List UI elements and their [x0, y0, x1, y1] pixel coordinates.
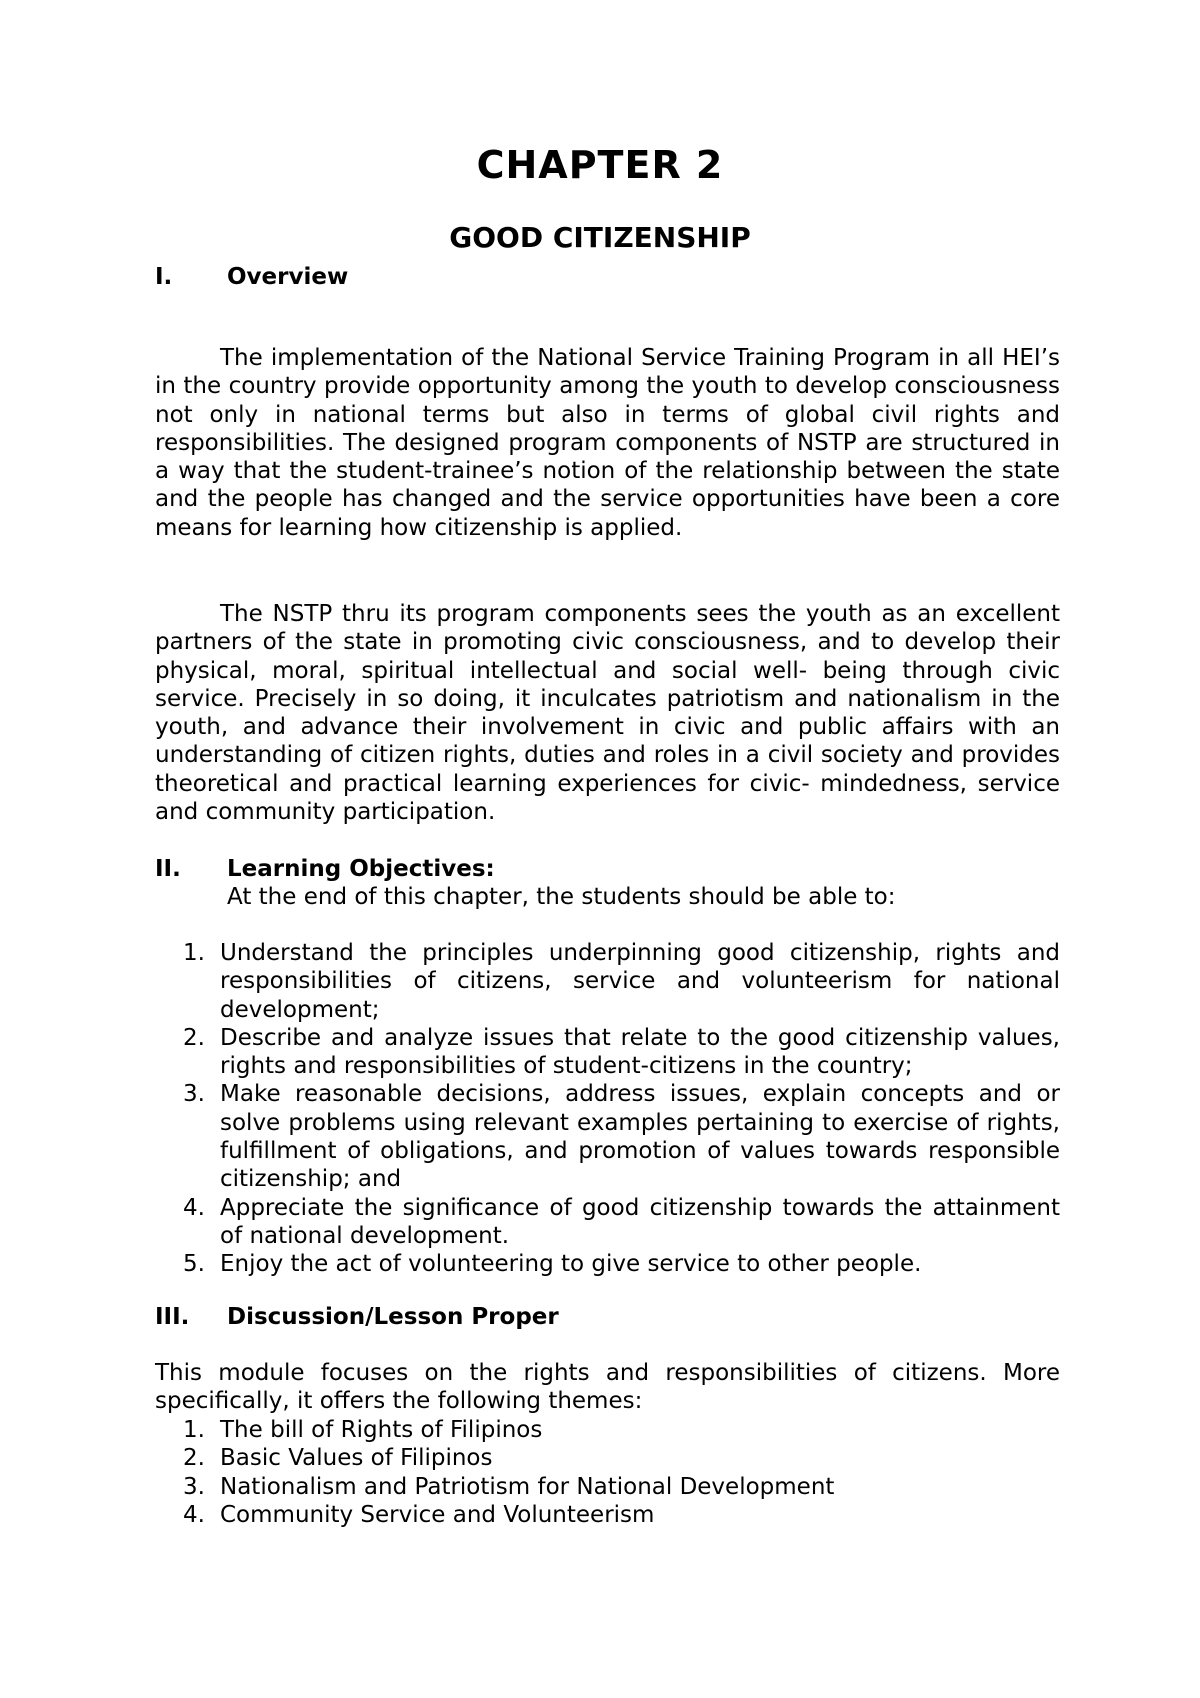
list-text: Enjoy the act of volunteering to give service to other people. — [220, 1251, 922, 1278]
list-number: 3. — [183, 1473, 205, 1500]
list-number: 1. — [183, 1417, 205, 1443]
list-number: 2. — [183, 1024, 205, 1051]
list-item — [155, 1416, 1060, 1444]
list-number: 2. — [183, 1445, 205, 1472]
section-title: Discussion/Lesson Proper — [227, 1304, 559, 1330]
overview-paragraph-2: The NSTP thru its program components sees the youth as an excellent partners of the state in promoting civic consciousness, and to develop their physical, moral, spiritual intellectual and social well- being through civic service. Precisely in so doing, it inculcates patriotism and nationalism in the youth, and advance their involvement in civic and public affairs with an understanding of citizen rights, duties and roles in a civil society and provides theoretical and practical learning experiences for civic- mindedness, service and community participation. — [155, 601, 1060, 826]
list-text: Community Service and Volunteerism — [220, 1501, 655, 1528]
list-item — [155, 939, 1060, 1024]
section-heading-discussion — [155, 1302, 559, 1332]
section-heading-overview — [155, 262, 348, 292]
chapter-subtitle: GOOD CITIZENSHIP — [449, 221, 751, 254]
section-numeral: I. — [155, 264, 173, 290]
list-number: 3. — [183, 1081, 205, 1108]
list-item — [155, 1444, 1060, 1472]
section-heading-objectives — [155, 854, 495, 884]
list-item — [155, 1473, 1060, 1501]
section-numeral: III. — [155, 1304, 190, 1330]
list-number: 5. — [183, 1251, 205, 1278]
list-text: Describe and analyze issues that relate to the good citizenship values, rights and responsibilities of student-citizens in the country; — [220, 1024, 1060, 1080]
list-text: Understand the principles underpinning good citizenship, rights and responsibilities of citizens, service and volunteerism for national development; — [220, 940, 1060, 1023]
list-item — [155, 1080, 1060, 1193]
section-numeral: II. — [155, 856, 181, 882]
themes-list — [155, 1416, 1060, 1529]
list-number: 4. — [183, 1501, 205, 1528]
list-number: 4. — [183, 1194, 205, 1221]
list-item — [155, 1024, 1060, 1081]
list-item — [155, 1250, 1060, 1278]
list-text: Basic Values of Filipinos — [220, 1445, 493, 1472]
overview-paragraph-1: The implementation of the National Service Training Program in all HEI’s in the country provide opportunity among the youth to develop consciousness not only in national terms but also in terms of global civil rights and responsibilities. The designed program components of NSTP are structured in a way that the student-trainee’s notion of the relationship between the state and the people has changed and the service opportunities have been a core means for learning how citizenship is applied. — [155, 345, 1060, 541]
discussion-intro: This module focuses on the rights and responsibilities of citizens. More specifically, it offers the following themes: — [155, 1360, 1060, 1415]
list-number: 1. — [183, 940, 205, 966]
list-text: The bill of Rights of Filipinos — [220, 1417, 543, 1443]
list-item — [155, 1194, 1060, 1251]
list-item — [155, 1501, 1060, 1529]
section-title: Learning Objectives: — [227, 856, 495, 882]
section-title: Overview — [227, 264, 349, 290]
list-text: Make reasonable decisions, address issues, explain concepts and or solve problems using relevant examples pertaining to exercise of rights, fulfillment of obligations, and promotion of values towards responsible citizenship; and — [220, 1081, 1060, 1193]
list-text: Appreciate the significance of good citizenship towards the attainment of national development. — [220, 1194, 1060, 1249]
objectives-intro: At the end of this chapter, the students should be able to: — [227, 884, 896, 910]
objectives-list — [155, 939, 1060, 1279]
chapter-title: CHAPTER 2 — [476, 143, 724, 187]
list-text: Nationalism and Patriotism for National Development — [220, 1473, 835, 1500]
